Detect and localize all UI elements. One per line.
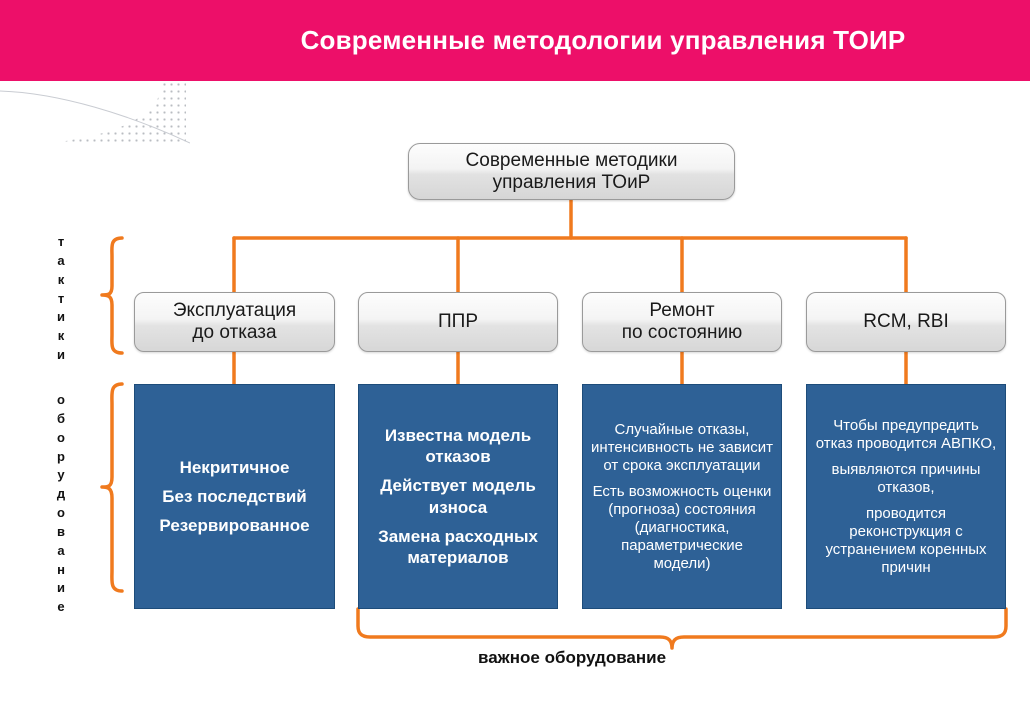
side-label-letter: а bbox=[57, 542, 65, 558]
description-paragraph: Есть возможность оценки (прогноза) состояния (диагностика, параметрические модели) bbox=[592, 482, 772, 572]
side-label-letter: к bbox=[57, 328, 65, 344]
root-node[interactable] bbox=[408, 143, 735, 200]
description-paragraph: Некритичное bbox=[179, 457, 290, 477]
side-label-tactics bbox=[48, 233, 74, 365]
description-box-rcm-rbi[interactable] bbox=[806, 384, 1006, 609]
side-label-letter: е bbox=[57, 599, 65, 615]
side-label-letter: и bbox=[57, 309, 65, 325]
header-left-block bbox=[0, 0, 176, 81]
side-label-letter: у bbox=[57, 467, 65, 483]
description-paragraph: проводится реконструкция с устранением коренных причин bbox=[825, 504, 987, 576]
side-label-letter: а bbox=[57, 252, 65, 268]
side-label-equipment bbox=[48, 391, 74, 617]
description-box-ppr[interactable] bbox=[358, 384, 558, 609]
side-label-letter: т bbox=[57, 234, 65, 249]
side-label-letter: т bbox=[57, 290, 65, 306]
description-paragraph: Случайные отказы, интенсивность не зависит от срока эксплуатации bbox=[591, 420, 773, 474]
description-box-condition-based[interactable] bbox=[582, 384, 782, 609]
tactic-label-line1: RCM, RBI bbox=[863, 310, 949, 332]
bottom-label-important-equipment: важное оборудование bbox=[478, 648, 667, 667]
description-paragraph: Без последствий bbox=[162, 486, 307, 506]
tactic-box-condition-based[interactable] bbox=[582, 292, 782, 352]
side-label-letter: и bbox=[57, 347, 65, 363]
side-label-letter: в bbox=[57, 523, 65, 539]
side-label-letter: о bbox=[57, 429, 65, 445]
description-paragraph: Замена расходных материалов bbox=[378, 526, 538, 567]
root-node-line2: управления ТОиР bbox=[492, 171, 651, 193]
tactic-label-line1: Ремонт bbox=[649, 299, 715, 321]
side-label-letter: о bbox=[57, 505, 65, 521]
root-node-line1: Современные методики bbox=[465, 149, 678, 171]
tactic-label-line2: по состоянию bbox=[621, 322, 743, 343]
tactic-label-line1: Эксплуатация bbox=[172, 299, 297, 321]
description-paragraph: Чтобы предупредить отказ проводится АВПКО, bbox=[815, 416, 997, 452]
side-label-letter: д bbox=[56, 486, 66, 502]
side-label-letter: н bbox=[57, 561, 65, 577]
description-paragraph: выявляются причины отказов, bbox=[831, 460, 981, 496]
description-paragraph: Известна модель отказов bbox=[384, 425, 532, 466]
side-label-letter: р bbox=[57, 448, 65, 464]
tactic-label-line2: до отказа bbox=[192, 322, 277, 343]
side-label-letter: к bbox=[57, 271, 65, 287]
header-band bbox=[0, 0, 1030, 81]
description-box-run-to-failure[interactable] bbox=[134, 384, 335, 609]
side-label-letter: и bbox=[57, 580, 65, 596]
page-title: Современные методологии управления ТОИР bbox=[300, 25, 906, 55]
diagram-canvas bbox=[0, 81, 1030, 702]
description-paragraph: Резервированное bbox=[159, 516, 310, 536]
tactic-box-rcm-rbi[interactable] bbox=[806, 292, 1006, 352]
tactic-label-line1: ППР bbox=[438, 310, 478, 332]
description-paragraph: Действует модель износа bbox=[380, 476, 536, 517]
side-label-letter: б bbox=[56, 410, 66, 426]
tactic-box-run-to-failure[interactable] bbox=[134, 292, 335, 352]
side-label-letter: о bbox=[57, 392, 65, 407]
tactic-box-ppr[interactable] bbox=[358, 292, 558, 352]
